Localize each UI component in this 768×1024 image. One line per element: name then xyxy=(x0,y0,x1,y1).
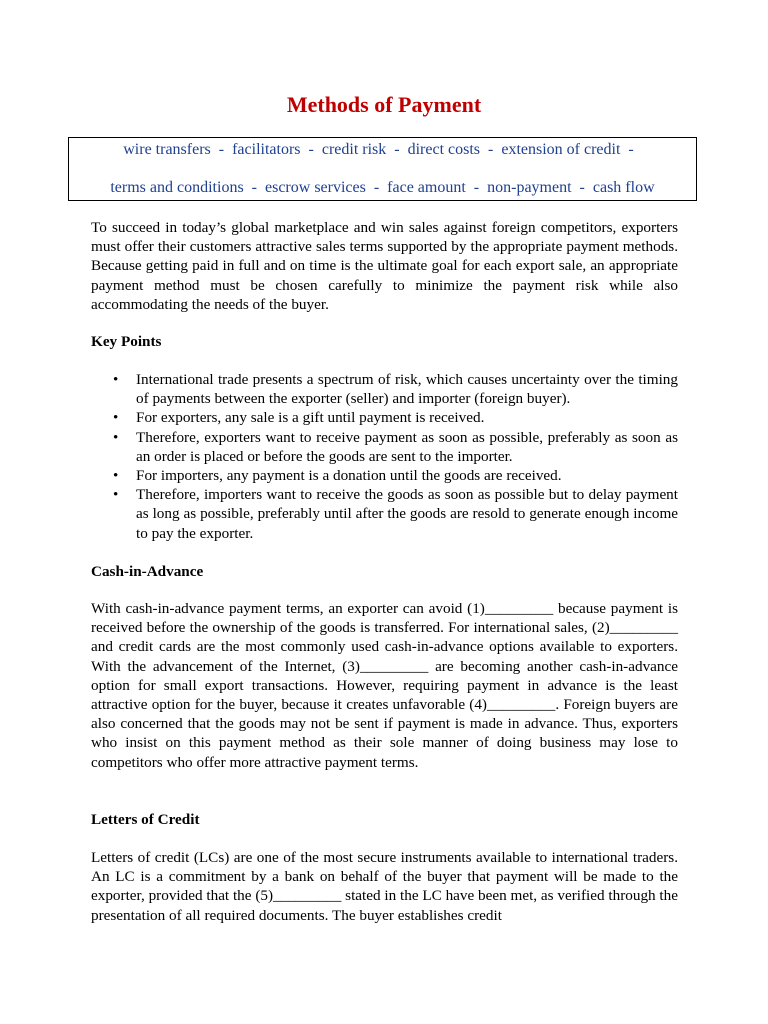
word-bank-term: escrow services xyxy=(265,179,366,196)
bullet-icon: • xyxy=(113,371,119,388)
list-item xyxy=(91,428,678,466)
word-bank-separator: - xyxy=(373,179,380,196)
bullet-icon: • xyxy=(113,486,119,504)
page-title: Methods of Payment xyxy=(286,92,482,117)
cash-in-advance-paragraph: With cash-in-advance payment terms, an exporter can avoid (1)_________ because payment is received before the ownership of the goods is transferred. For international sales, (2)_________ and credit cards are the most commonly used cash-in-advance options available to exporters. With the advancement of the Internet, (3)_________ are becoming another cash-in-advance option for small export transactions. However, requiring payment in advance is the least attractive option for the buyer, because it creates unfavorable (4)_________. Foreign buyers are also concerned that the goods may not be sent if payment is made in advance. Thus, exporters who insist on this payment method as their sole manner of doing business may lose to competitors who offer more attractive payment terms. xyxy=(91,600,678,771)
word-bank-separator: - xyxy=(308,141,314,158)
word-bank-term: direct costs xyxy=(407,141,481,158)
word-bank-term: cash flow xyxy=(592,179,655,196)
list-item-text: For exporters, any sale is a gift until payment is received. xyxy=(136,409,485,427)
key-points-heading: Key Points xyxy=(91,333,162,350)
bullet-icon: • xyxy=(113,409,119,427)
word-bank-separator: - xyxy=(579,179,585,196)
cash-in-advance-heading: Cash-in-Advance xyxy=(91,563,204,580)
word-bank-separator: - xyxy=(628,141,634,158)
list-item-text: Therefore, exporters want to receive payment as soon as possible, preferably as soon as an order is placed or before the goods are sent to the importer. xyxy=(136,428,678,465)
list-item xyxy=(91,466,678,485)
word-bank-separator: - xyxy=(251,179,257,196)
word-bank-term: extension of credit xyxy=(501,141,621,158)
list-item xyxy=(91,485,678,543)
letters-of-credit-paragraph: Letters of credit (LCs) are one of the most secure instruments available to international traders. An LC is a commitment by a bank on behalf of the buyer that payment will be made to the exporter, provided that the (5)_________ stated in the LC have been met, as verified through the presentation of all required documents. The buyer establishes credit xyxy=(91,849,678,924)
word-bank-term: terms and conditions xyxy=(110,179,244,196)
list-item-text: International trade presents a spectrum of risk, which causes uncertainty over the timing of payments between the exporter (seller) and importer (foreign buyer). xyxy=(136,371,678,408)
word-bank-term: wire transfers xyxy=(123,141,211,158)
word-bank-term: non-payment xyxy=(487,179,572,196)
word-bank-separator: - xyxy=(488,141,494,158)
list-item xyxy=(91,370,678,408)
word-bank-row-2 xyxy=(69,179,696,197)
list-item-text: For importers, any payment is a donation until the goods are received. xyxy=(136,467,562,485)
letters-of-credit-heading: Letters of Credit xyxy=(91,811,200,828)
word-bank-separator: - xyxy=(473,179,480,196)
intro-paragraph: To succeed in today’s global marketplace and win sales against foreign competitors, exporters must offer their customers attractive sales terms supported by the appropriate payment methods. Because getting paid in full and on time is the ultimate goal for each export sale, an appropriate payment method must be chosen carefully to minimize the payment risk while also accommodating the needs of the buyer. xyxy=(91,219,678,313)
key-points-list xyxy=(91,370,678,543)
word-bank-separator: - xyxy=(218,141,225,158)
list-item xyxy=(91,408,678,427)
word-bank-row-1 xyxy=(69,141,696,159)
bullet-icon: • xyxy=(113,467,119,485)
word-bank-separator: - xyxy=(394,141,400,158)
word-bank-term: face amount xyxy=(387,179,466,196)
word-bank-box xyxy=(68,137,697,201)
word-bank-term: credit risk xyxy=(321,141,387,158)
word-bank-term: facilitators xyxy=(232,141,301,158)
list-item-text: Therefore, importers want to receive the goods as soon as possible but to delay payment as long as possible, preferably until after the goods are resold to generate enough income to pay the exporter. xyxy=(136,486,678,542)
bullet-icon: • xyxy=(113,428,119,446)
